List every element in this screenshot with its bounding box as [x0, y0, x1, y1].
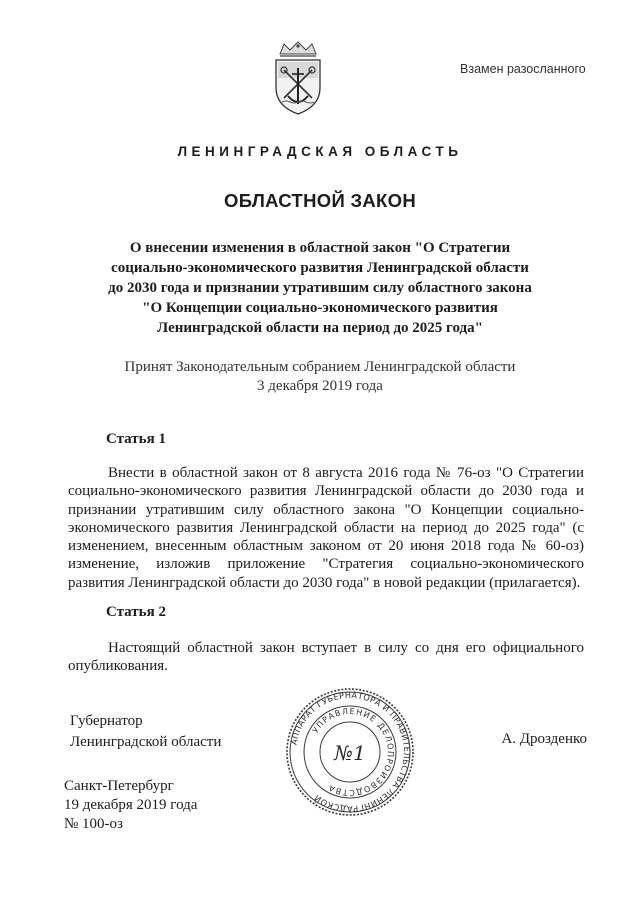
place-date-number	[64, 777, 197, 834]
law-title-line: Ленинградской области на период до 2025 года"	[157, 320, 483, 336]
document-type-heading: ОБЛАСТНОЙ ЗАКОН	[224, 190, 416, 211]
signatory-title	[70, 711, 221, 753]
seal-inner-text: УПРАВЛЕНИЕ ДЕЛОПРОИЗВОДСТВА	[310, 706, 396, 798]
signatory-title-line: Губернатор	[70, 713, 143, 729]
signing-date: 19 декабря 2019 года	[64, 797, 198, 813]
article-1-heading: Статья 1	[106, 431, 166, 447]
region-heading: ЛЕНИНГРАДСКАЯ ОБЛАСТЬ	[177, 144, 463, 159]
article-2-text: Настоящий областной закон вступает в силу со дня его официального опубликования.	[68, 640, 584, 675]
coat-of-arms-icon	[272, 40, 324, 116]
article-2-heading: Статья 2	[106, 604, 166, 620]
law-number: № 100-оз	[64, 816, 123, 832]
signing-city: Санкт-Петербург	[64, 778, 174, 794]
law-title-line: О внесении изменения в областной закон "О Стратегии	[129, 240, 511, 256]
adoption-line: Принят Законодательным собранием Ленинградской области	[124, 359, 516, 375]
law-title-line: до 2030 года и признании утратившим силу областного закона	[108, 280, 532, 296]
law-title-line: "О Концепции социально-экономического развития	[142, 300, 498, 316]
article-1-text: Внести в областной закон от 8 августа 2016 года № 76-оз "О Стратегии социально-экономического развития Ленинградской области до 2030 года и признании утратившим силу областного закона "О Концепции социально-экономического развития Ленинградской области на период до 2025 года" (с изменением, внесенным областным законом от 20 июня 2018 года № 60-оз) изменение, изложив приложение "Стратегия социально-экономического развития Ленинградской области до 2030 года" в новой редакции (прилагается).	[68, 465, 584, 591]
seal-outer-text: АППАРАТ ГУБЕРНАТОРА И ПРАВИТЕЛЬСТВА ЛЕНИНГРАДСКОЙ	[288, 689, 413, 815]
seal-number: №1	[334, 741, 366, 765]
law-title	[60, 238, 580, 338]
adoption-note	[60, 358, 580, 396]
replacement-note: Взамен разосланного	[460, 62, 586, 76]
signatory-name: А. Дрозденко	[501, 731, 587, 747]
law-title-line: социально-экономического развития Ленинградской области	[111, 260, 529, 276]
official-seal-stamp	[284, 686, 416, 818]
adoption-date: 3 декабря 2019 года	[257, 378, 383, 394]
signatory-title-line: Ленинградской области	[70, 734, 222, 750]
